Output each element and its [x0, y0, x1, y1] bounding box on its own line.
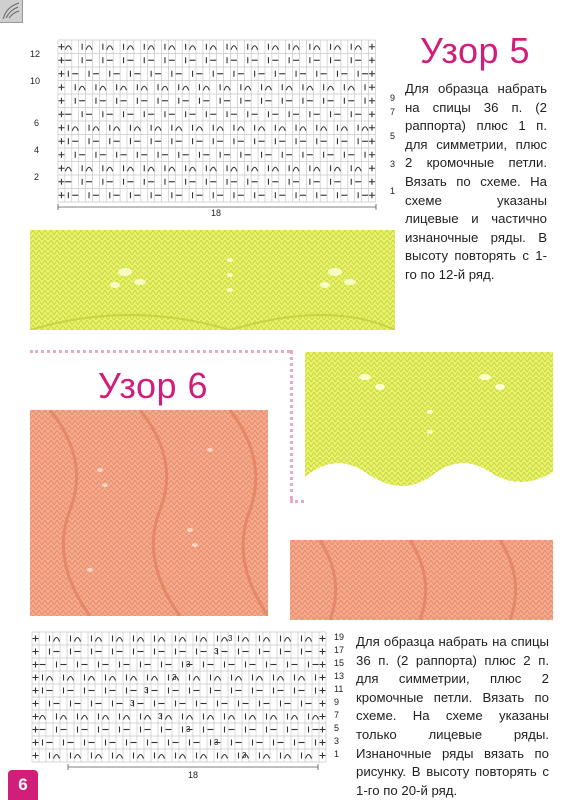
chart-stitch-symbol	[33, 675, 39, 681]
chart-stitch-symbol	[355, 46, 361, 50]
pattern6-chart	[28, 628, 353, 780]
chart-stitch-symbol	[124, 716, 130, 720]
chart-stitch-symbol	[259, 127, 265, 131]
chart-stitch-symbol	[355, 167, 361, 171]
chart6-right-rownum: 19	[334, 632, 345, 642]
chart-stitch-symbol	[127, 167, 133, 171]
chart-stitch-symbol	[369, 57, 375, 63]
chart-stitch-symbol	[369, 111, 375, 117]
pattern6-description: Для образца набрать на спицы 36 п. (2 раппорта) плюс 2 п. для симметрии, плюс 2 кромочные петли. Вязать по схеме. На схеме указаны только лицевые ряды. Изнаночные ряды вязать по рисунку. В высоту повторять с 1-го по 20-й ряд.	[356, 634, 549, 798]
chart-stitch-symbol	[320, 675, 326, 681]
chart5-right-rownum: 9	[390, 93, 396, 103]
chart-stitch-symbol	[33, 714, 39, 720]
chart-stitch-symbol	[82, 716, 88, 720]
chart-stitch-symbol	[58, 138, 64, 144]
pattern5-chart	[28, 30, 398, 220]
chart-stitch-symbol	[33, 649, 39, 655]
chart6-right-rownum: 5	[334, 723, 340, 733]
chart-stitch-symbol	[54, 755, 60, 759]
chart-stitch-symbol	[320, 688, 326, 694]
chart-stitch-symbol	[100, 86, 106, 90]
chart-stitch-symbol	[180, 755, 186, 759]
chart5-left-rownum: 10	[30, 76, 41, 86]
chart-stitch-symbol	[369, 84, 375, 90]
chart-stitch-symbol	[169, 46, 175, 50]
chart-stitch-symbol	[40, 716, 46, 720]
chart-stitch-symbol	[203, 86, 209, 90]
section-divider	[30, 350, 290, 353]
chart-stitch-symbol	[138, 755, 144, 759]
chart-stitch-symbol	[166, 716, 172, 720]
chart-stitch-symbol	[293, 46, 299, 50]
chart-stitch-symbol	[89, 677, 95, 681]
chart-stitch-symbol	[369, 125, 375, 131]
chart-stitch-symbol	[320, 714, 326, 720]
chart-stitch-symbol	[320, 727, 326, 733]
chart-stitch-symbol	[33, 753, 39, 759]
chart6-right-rownum: 3	[334, 736, 340, 746]
chart5-repeat-label: 18	[211, 208, 222, 218]
chart6-right-rownum: 13	[334, 671, 345, 681]
chart5-left-rownum: 4	[34, 145, 40, 155]
chart-stitch-symbol	[58, 192, 64, 198]
chart-stitch-symbol	[148, 167, 154, 171]
chart-stitch-symbol	[58, 98, 64, 104]
chart-stitch-symbol	[117, 755, 123, 759]
chart-cell-symbol: 3	[144, 686, 149, 695]
chart-stitch-symbol	[272, 46, 278, 50]
chart-stitch-symbol	[190, 46, 196, 50]
chart-stitch-symbol	[86, 167, 92, 171]
chart-stitch-symbol	[47, 677, 53, 681]
chart-stitch-symbol	[201, 755, 207, 759]
chart-cell-symbol: 3	[158, 712, 163, 721]
chart-stitch-symbol	[68, 677, 74, 681]
chart-stitch-symbol	[250, 716, 256, 720]
chart-stitch-symbol	[96, 755, 102, 759]
chart5-left-rownum: 6	[34, 118, 40, 128]
section-divider	[290, 350, 293, 500]
chart-stitch-symbol	[75, 755, 81, 759]
chart-stitch-symbol	[314, 167, 320, 171]
chart-stitch-symbol	[86, 46, 92, 50]
chart-stitch-symbol	[320, 662, 326, 668]
chart-stitch-symbol	[58, 179, 64, 185]
chart6-right-rownum: 7	[334, 710, 340, 720]
chart-stitch-symbol	[131, 677, 137, 681]
chart-stitch-symbol	[169, 167, 175, 171]
chart6-repeat-label: 18	[188, 770, 199, 780]
chart-stitch-symbol	[328, 86, 334, 90]
chart-stitch-symbol	[217, 127, 223, 131]
chart-stitch-symbol	[152, 677, 158, 681]
chart-stitch-symbol	[58, 84, 64, 90]
pattern6-photo	[30, 410, 268, 616]
chart-stitch-symbol	[306, 755, 312, 759]
chart-stitch-symbol	[341, 127, 347, 131]
chart-stitch-symbol	[141, 86, 147, 90]
chart-cell-symbol: 3	[214, 647, 219, 656]
chart-stitch-symbol	[54, 638, 60, 642]
chart-stitch-symbol	[236, 677, 242, 681]
chart-stitch-symbol	[79, 86, 85, 90]
chart-stitch-symbol	[264, 638, 270, 642]
chart-stitch-symbol	[162, 86, 168, 90]
chart-stitch-symbol	[300, 127, 306, 131]
chart-stitch-symbol	[362, 127, 368, 131]
chart-stitch-symbol	[33, 636, 39, 642]
pattern5-photo	[30, 230, 395, 330]
pattern6-title: Узор 6	[98, 365, 209, 406]
chart-cell-symbol: 3	[186, 660, 191, 669]
chart-stitch-symbol	[180, 638, 186, 642]
chart-stitch-symbol	[348, 86, 354, 90]
chart5-right-rownum: 1	[390, 186, 396, 196]
chart-stitch-symbol	[201, 638, 207, 642]
chart-stitch-symbol	[58, 152, 64, 158]
chart-stitch-symbol	[257, 677, 263, 681]
chart-stitch-symbol	[58, 57, 64, 63]
chart-stitch-symbol	[103, 716, 109, 720]
chart-stitch-symbol	[369, 98, 375, 104]
chart-stitch-symbol	[252, 167, 258, 171]
chart-stitch-symbol	[231, 167, 237, 171]
chart-stitch-symbol	[369, 152, 375, 158]
chart-stitch-symbol	[58, 165, 64, 171]
chart-stitch-symbol	[369, 192, 375, 198]
chart-stitch-symbol	[159, 638, 165, 642]
chart-stitch-symbol	[245, 86, 251, 90]
chart-stitch-symbol	[224, 86, 230, 90]
chart-stitch-symbol	[75, 638, 81, 642]
chart-stitch-symbol	[286, 86, 292, 90]
chart-stitch-symbol	[107, 167, 113, 171]
chart-stitch-symbol	[279, 127, 285, 131]
chart-stitch-symbol	[320, 740, 326, 746]
chart-cell-symbol: 3	[228, 634, 233, 643]
chart-stitch-symbol	[229, 716, 235, 720]
chart-stitch-symbol	[252, 46, 258, 50]
chart-stitch-symbol	[369, 165, 375, 171]
chart-stitch-symbol	[222, 638, 228, 642]
chart-stitch-symbol	[369, 44, 375, 50]
chart-stitch-symbol	[65, 46, 71, 50]
chart-stitch-symbol	[183, 86, 189, 90]
chart-stitch-symbol	[187, 716, 193, 720]
chart-stitch-symbol	[265, 86, 271, 90]
chart6-right-rownum: 9	[334, 697, 340, 707]
chart-stitch-symbol	[292, 716, 298, 720]
chart-cell-symbol: 3	[186, 725, 191, 734]
chart-stitch-symbol	[138, 638, 144, 642]
chart-stitch-symbol	[33, 701, 39, 707]
chart-stitch-symbol	[215, 677, 221, 681]
chart-stitch-symbol	[210, 46, 216, 50]
pattern5-title: Узор 5	[420, 30, 531, 71]
chart-stitch-symbol	[194, 677, 200, 681]
chart-stitch-symbol	[107, 46, 113, 50]
chart-stitch-symbol	[58, 111, 64, 117]
pattern6-detail-photo	[290, 540, 553, 620]
chart-stitch-symbol	[196, 127, 202, 131]
corner-logo	[0, 0, 23, 23]
chart-stitch-symbol	[96, 638, 102, 642]
chart6-right-rownum: 17	[334, 645, 345, 655]
chart-stitch-symbol	[176, 127, 182, 131]
chart5-right-rownum: 3	[390, 159, 396, 169]
chart-stitch-symbol	[208, 716, 214, 720]
chart-stitch-symbol	[369, 179, 375, 185]
chart-stitch-symbol	[306, 638, 312, 642]
chart-stitch-symbol	[33, 727, 39, 733]
chart-stitch-symbol	[320, 649, 326, 655]
chart-stitch-symbol	[58, 71, 64, 77]
chart-stitch-symbol	[264, 755, 270, 759]
chart-stitch-symbol	[61, 716, 67, 720]
chart-stitch-symbol	[321, 127, 327, 131]
chart-stitch-symbol	[121, 86, 127, 90]
chart-stitch-symbol	[285, 755, 291, 759]
chart-stitch-symbol	[190, 167, 196, 171]
chart-stitch-symbol	[33, 740, 39, 746]
chart-stitch-symbol	[33, 688, 39, 694]
chart5-right-rownum: 7	[390, 107, 396, 117]
chart6-right-rownum: 15	[334, 658, 345, 668]
chart-stitch-symbol	[58, 125, 64, 131]
chart-stitch-symbol	[314, 46, 320, 50]
chart-stitch-symbol	[320, 753, 326, 759]
chart-stitch-symbol	[72, 127, 78, 131]
chart-stitch-symbol	[320, 701, 326, 707]
chart-stitch-symbol	[313, 716, 319, 720]
chart-stitch-symbol	[210, 167, 216, 171]
chart-stitch-symbol	[114, 127, 120, 131]
chart5-right-rownum: 5	[390, 131, 396, 141]
chart5-left-rownum: 2	[34, 172, 40, 182]
chart-cell-symbol: 3	[214, 738, 219, 747]
chart-stitch-symbol	[159, 755, 165, 759]
chart5-left-rownum: 12	[30, 49, 41, 59]
chart-stitch-symbol	[231, 46, 237, 50]
chart-stitch-symbol	[307, 86, 313, 90]
chart-stitch-symbol	[369, 138, 375, 144]
chart-stitch-symbol	[65, 167, 71, 171]
chart-stitch-symbol	[33, 662, 39, 668]
chart-cell-symbol: 3	[242, 751, 247, 760]
chart-stitch-symbol	[93, 127, 99, 131]
chart-stitch-symbol	[110, 677, 116, 681]
chart-stitch-symbol	[278, 677, 284, 681]
chart-stitch-symbol	[320, 636, 326, 642]
chart-stitch-symbol	[127, 46, 133, 50]
chart-stitch-symbol	[238, 127, 244, 131]
chart-stitch-symbol	[272, 167, 278, 171]
chart-stitch-symbol	[334, 46, 340, 50]
chart-cell-symbol: 3	[172, 673, 177, 682]
chart-cell-symbol: 3	[130, 699, 135, 708]
chart-stitch-symbol	[145, 716, 151, 720]
pattern5-edge-photo	[305, 352, 553, 504]
pattern5-description: Для образца набрать на спицы 36 п. (2 раппорта) плюс 1 п. для симметрии, плюс 2 кромочные петли. Вязать по схеме. На схеме указаны лицевые и частично изнаночные ряды. В высоту повторять с 1-го по 12-й ряд.	[405, 81, 547, 282]
chart-stitch-symbol	[293, 167, 299, 171]
chart-stitch-symbol	[299, 677, 305, 681]
chart6-right-rownum: 11	[334, 684, 344, 694]
chart-stitch-symbol	[285, 638, 291, 642]
chart-stitch-symbol	[243, 638, 249, 642]
chart-stitch-symbol	[58, 44, 64, 50]
chart-stitch-symbol	[155, 127, 161, 131]
chart-stitch-symbol	[271, 716, 277, 720]
chart-stitch-symbol	[369, 71, 375, 77]
chart-stitch-symbol	[134, 127, 140, 131]
chart6-right-rownum: 1	[334, 749, 340, 759]
chart-stitch-symbol	[334, 167, 340, 171]
chart-stitch-symbol	[117, 638, 123, 642]
chart-stitch-symbol	[222, 755, 228, 759]
chart-stitch-symbol	[148, 46, 154, 50]
page-number: 6	[8, 770, 38, 800]
